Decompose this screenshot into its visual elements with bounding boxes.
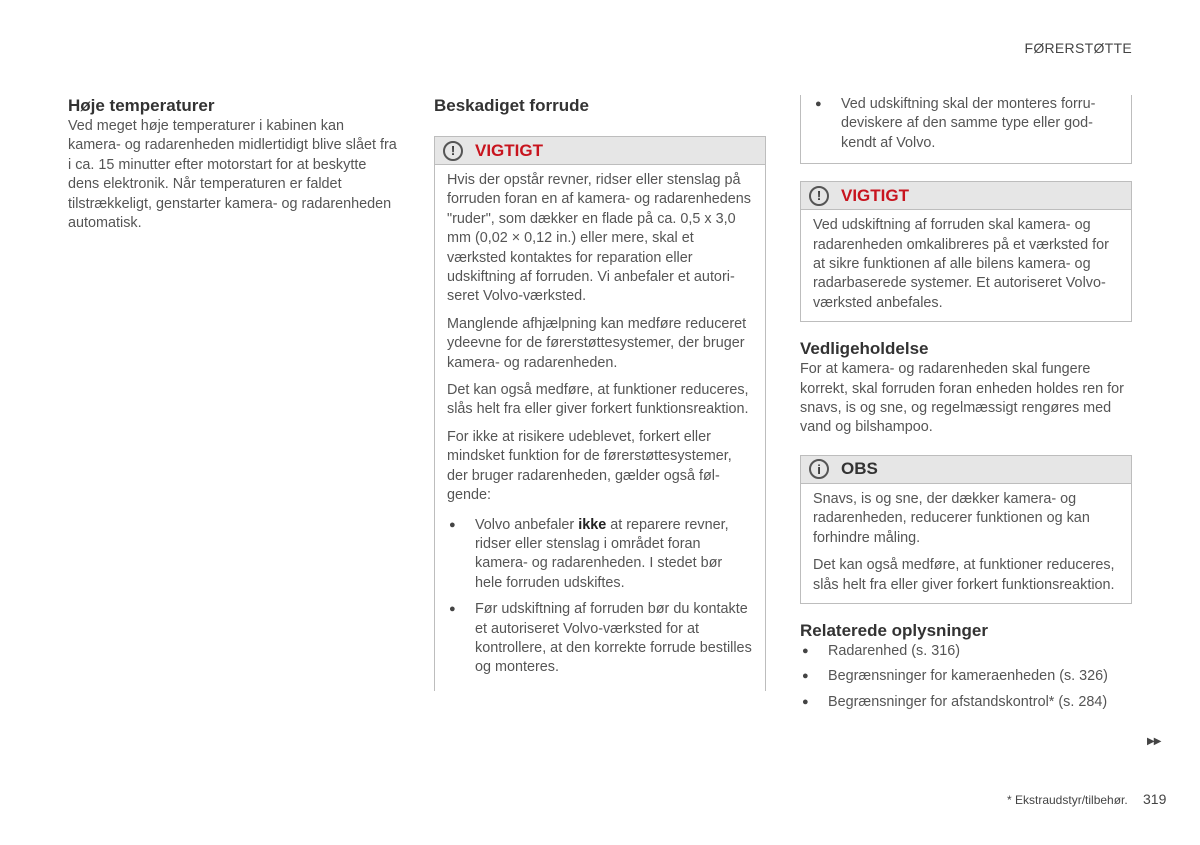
important-box-header — [801, 182, 1131, 210]
important-label: VIGTIGT — [841, 185, 909, 205]
section-title-high-temperatures: Høje temperaturer — [68, 96, 215, 115]
note-box-header — [801, 456, 1131, 484]
important-box-body — [801, 210, 1131, 321]
bullet-1-text-rest: at reparere revner, ridser eller stenslag i området foran kamera- og radarenheden. I stedet bør hele forruden udskiftes. — [475, 516, 729, 591]
important-box-body — [435, 165, 765, 691]
maintenance-text: For at kamera- og radarenheden skal fungere korrekt, skal forruden foran enheden holdes ren for snavs, is og sne, og regelmæssigt rengøres med vand og bilshampoo. — [800, 361, 1124, 436]
note-label: OBS — [841, 459, 878, 479]
important-paragraph-1: Hvis der opstår revner, ridser eller stenslag på forruden foran en af kamera- og radarenhedens "ruder", som dækker en flade på ca. 0,5 x 3,0 mm (0,02 × 0,12 in.) eller mere, skal et værksted kontaktes for reparation eller udskiftning af forruden. Vi anbefaler et autoriseret Volvo-værksted. — [447, 172, 751, 305]
section-title-damaged-windshield: Beskadiget forrude — [434, 96, 589, 115]
maintenance-section — [800, 338, 1132, 438]
bullet-2-text: Før udskiftning af forruden bør du kontakte et autoriseret Volvo-værksted for at kontrollere, at den korrekte forrude bestilles og monteres. — [475, 601, 752, 676]
important-box-calibration — [800, 181, 1132, 322]
column-2 — [434, 95, 766, 691]
related-section — [800, 620, 1132, 712]
continued-bullet-list — [813, 95, 1119, 153]
continued-bullet-text: Ved udskiftning skal der monteres forrudeviskere af den samme type eller godkendt af Volvo. — [841, 96, 1096, 151]
info-icon: i — [809, 459, 829, 479]
calibration-text: Ved udskiftning af forruden skal kamera- og radarenheden omkalibreres på et værksted for at sikre funktionen af alle bilens kamera- og radarbaserede systemer. Et autoriseret Volvo-værksted anbefales. — [813, 217, 1109, 311]
related-link[interactable]: ● Begrænsninger for afstandskontrol* (s. 284) — [800, 693, 1132, 712]
page-number: 319 — [1143, 791, 1167, 807]
important-paragraph-4: For ikke at risikere udeblevet, forkert eller mindsket funktion for de førerstøttesystemer, der bruger radarenheden, gælder også følgende: — [447, 428, 732, 504]
list-item — [447, 516, 753, 594]
continued-box — [800, 95, 1132, 164]
column-1 — [68, 95, 398, 233]
important-box-header — [435, 137, 765, 165]
related-link[interactable]: ● Radarenhed (s. 316) — [800, 642, 1132, 661]
exclamation-icon: ! — [809, 186, 829, 206]
note-paragraph-1: Snavs, is og sne, der dækker kamera- og radarenheden, reducerer funktionen og kan forhindre måling. — [813, 490, 1090, 546]
exclamation-icon: ! — [443, 141, 463, 161]
important-bullet-list — [447, 516, 753, 678]
related-link[interactable]: ● Begrænsninger for kameraenheden (s. 326) — [800, 667, 1132, 686]
note-paragraph-2: Det kan også medføre, at funktioner reduceres, slås helt fra eller giver forkert funktionsreaktion. — [813, 557, 1115, 593]
section-title-maintenance: Vedligeholdelse — [800, 339, 929, 359]
footnote: * Ekstraudstyr/tilbehør. — [1007, 793, 1128, 807]
important-paragraph-2: Manglende afhjælpning kan medføre reduceret ydeevne for de førerstøttesystemer, der bruger kamera- og radarenheden. — [447, 315, 747, 371]
note-box-body — [801, 484, 1131, 603]
related-links-list — [800, 642, 1132, 712]
column-3 — [800, 95, 1132, 718]
section-title-related: Relaterede oplysninger — [800, 620, 989, 640]
list-item — [447, 600, 753, 678]
continue-arrows-icon: ▶▶ — [1147, 736, 1161, 747]
important-label: VIGTIGT — [475, 140, 543, 160]
note-box — [800, 455, 1132, 604]
important-paragraph-3: Det kan også medføre, at funktioner reduceres, slås helt fra eller giver forkert funktionsreaktion. — [447, 382, 749, 418]
high-temperatures-text: Ved meget høje temperaturer i kabinen kan kamera- og radarenheden midlertidigt blive slået fra i ca. 15 minutter efter motorstart for at beskytte dens elektronik. Når temperaturen er faldet tilstrækkeligt, genstarter kamera- og radarenheden automatisk. — [68, 118, 397, 232]
bullet-1-emphasis: ikke — [578, 516, 607, 533]
running-header: FØRERSTØTTE — [1024, 40, 1132, 56]
bullet-1-text: Volvo anbefaler — [475, 516, 579, 533]
list-item — [813, 95, 1119, 153]
important-box-windshield — [434, 136, 766, 691]
